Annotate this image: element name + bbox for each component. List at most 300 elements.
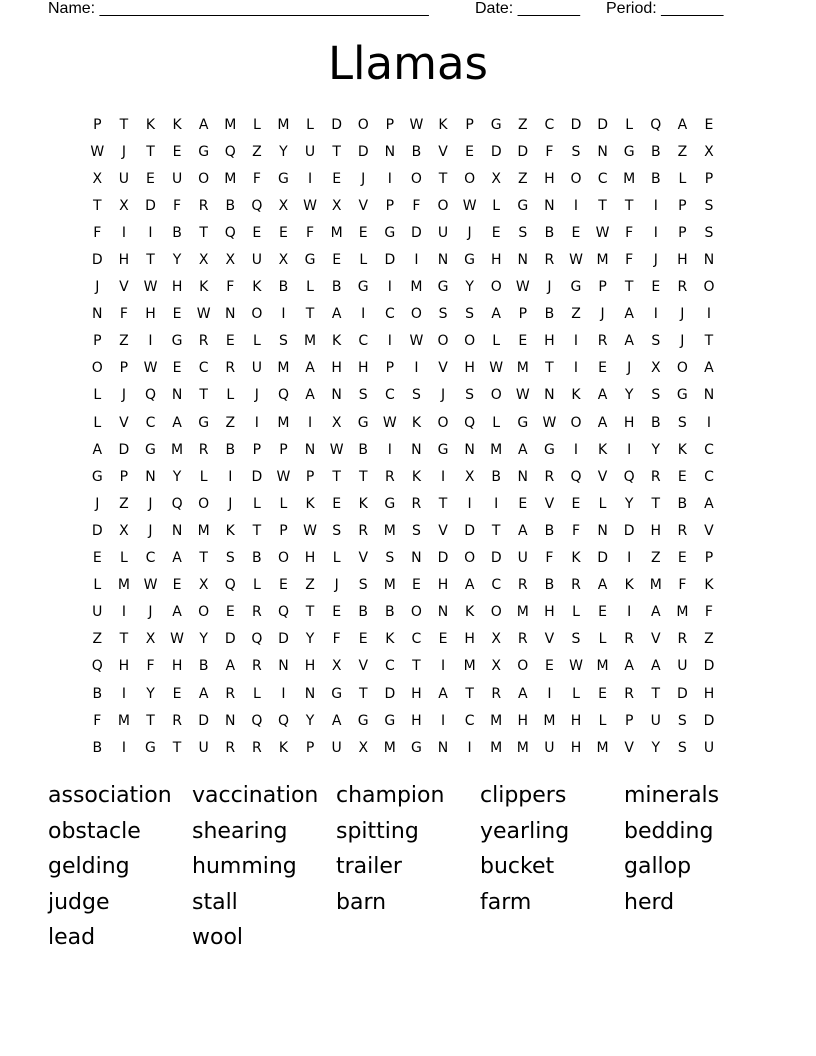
grid-cell: F [545, 143, 554, 160]
grid-cell: N [304, 441, 316, 458]
grid-cell: N [517, 468, 529, 485]
grid-cell: A [650, 658, 661, 675]
grid-cell: E [172, 306, 182, 323]
grid-cell: R [411, 495, 422, 512]
grid-cell: H [544, 170, 555, 187]
grid-cell: E [172, 577, 182, 594]
grid-cell: Y [279, 143, 288, 160]
grid-cell: C [544, 116, 555, 133]
word-list-item: spitting [336, 818, 419, 844]
word-list-item: lead [48, 925, 96, 951]
grid-cell: Z [92, 631, 103, 648]
grid-cell: R [677, 522, 688, 539]
grid-cell: E [252, 224, 262, 241]
grid-cell: I [653, 306, 658, 323]
grid-cell: K [199, 279, 209, 296]
grid-cell: Y [172, 468, 182, 485]
grid-cell: E [598, 360, 607, 377]
grid-cell: C [198, 360, 209, 377]
grid-cell: W [462, 197, 477, 214]
grid-cell: I [573, 360, 579, 377]
grid-cell: T [332, 468, 341, 485]
grid-cell: A [331, 712, 342, 729]
word-list-item: minerals [624, 783, 720, 809]
grid-cell: L [252, 116, 261, 133]
grid-cell: E [518, 495, 528, 512]
grid-cell: I [281, 685, 286, 702]
grid-cell: B [411, 143, 422, 160]
grid-cell: Z [518, 116, 528, 133]
grid-cell: A [172, 604, 182, 621]
grid-cell: R [597, 333, 608, 350]
grid-cell: S [518, 224, 528, 241]
grid-cell: U [92, 604, 103, 621]
grid-cell: W [196, 306, 211, 323]
grid-cell: Q [277, 604, 289, 621]
grid-cell: M [596, 252, 609, 269]
grid-cell: X [491, 170, 501, 187]
grid-cell: F [545, 550, 554, 567]
grid-cell: M [516, 360, 529, 377]
grid-cell: D [623, 522, 635, 539]
grid-cell: I [121, 739, 126, 756]
grid-cell: R [225, 739, 236, 756]
word-list-item: shearing [192, 818, 288, 844]
grid-cell: A [331, 306, 342, 323]
grid-cell: A [92, 441, 103, 458]
grid-cell: I [573, 197, 579, 214]
grid-cell: O [517, 658, 529, 675]
grid-cell: M [596, 658, 609, 675]
grid-cell: M [463, 658, 476, 675]
grid-cell: J [680, 333, 685, 350]
grid-cell: V [438, 522, 448, 539]
grid-cell: S [411, 387, 421, 404]
grid-cell: N [225, 306, 236, 323]
grid-cell: W [303, 197, 317, 214]
grid-cell: O [676, 360, 688, 377]
grid-cell: C [704, 441, 714, 458]
grid-cell: K [385, 631, 395, 648]
grid-cell: M [224, 116, 237, 133]
grid-cell: C [464, 712, 475, 729]
grid-cell: R [251, 658, 262, 675]
grid-cell: K [225, 522, 235, 539]
word-list-item: clippers [480, 783, 567, 809]
grid-cell: W [303, 522, 317, 539]
grid-cell: O [703, 279, 715, 296]
grid-cell: L [93, 577, 102, 594]
grid-cell: I [121, 604, 126, 621]
grid-cell: O [198, 495, 210, 512]
grid-cell: F [93, 712, 102, 729]
grid-cell: J [121, 143, 126, 160]
grid-cell: K [624, 577, 634, 594]
grid-cell: D [570, 116, 582, 133]
grid-cell: A [198, 116, 209, 133]
grid-cell: A [624, 658, 634, 675]
grid-cell: R [251, 739, 262, 756]
grid-cell: U [118, 170, 130, 187]
grid-cell: O [490, 387, 502, 404]
grid-cell: M [596, 739, 609, 756]
grid-cell: E [92, 550, 102, 567]
grid-cell: M [224, 170, 237, 187]
grid-cell: E [518, 333, 528, 350]
grid-cell: R [491, 685, 502, 702]
grid-cell: M [490, 712, 503, 729]
grid-cell: L [199, 468, 208, 485]
grid-cell: P [598, 279, 607, 296]
grid-cell: H [118, 658, 130, 675]
grid-cell: X [145, 631, 156, 648]
grid-cell: X [464, 468, 475, 485]
grid-cell: G [490, 116, 502, 133]
grid-cell: D [490, 550, 502, 567]
grid-cell: E [332, 170, 342, 187]
grid-cell: Q [570, 468, 582, 485]
grid-cell: O [198, 604, 210, 621]
grid-cell: K [597, 441, 608, 458]
grid-cell: N [92, 306, 103, 323]
grid-cell: E [279, 577, 288, 594]
grid-cell: O [198, 170, 210, 187]
grid-cell: L [252, 577, 261, 594]
grid-cell: M [383, 577, 396, 594]
grid-cell: S [677, 414, 687, 431]
grid-cell: X [491, 658, 501, 675]
grid-cell: L [332, 550, 341, 567]
grid-cell: R [251, 604, 262, 621]
grid-cell: I [148, 224, 153, 241]
grid-cell: L [93, 414, 102, 431]
grid-cell: O [437, 414, 449, 431]
grid-cell: R [677, 631, 688, 648]
grid-cell: I [573, 333, 579, 350]
grid-cell: E [279, 224, 288, 241]
grid-cell: I [281, 306, 286, 323]
grid-cell: T [252, 522, 262, 539]
grid-cell: Z [252, 143, 262, 160]
grid-cell: L [598, 712, 607, 729]
grid-cell: X [198, 577, 209, 594]
grid-cell: C [358, 333, 369, 350]
grid-cell: D [278, 631, 289, 648]
grid-cell: Q [251, 631, 263, 648]
grid-cell: W [143, 577, 158, 594]
grid-cell: E [571, 224, 581, 241]
grid-cell: N [703, 387, 715, 404]
grid-cell: M [277, 116, 290, 133]
grid-cell: A [597, 577, 608, 594]
grid-cell: S [651, 387, 661, 404]
grid-cell: A [624, 333, 634, 350]
grid-cell: H [304, 550, 316, 567]
grid-cell: A [650, 604, 661, 621]
grid-cell: P [385, 360, 395, 377]
grid-cell: T [598, 197, 607, 214]
grid-cell: D [384, 685, 396, 702]
grid-cell: W [382, 414, 397, 431]
grid-cell: N [544, 197, 555, 214]
grid-cell: X [491, 631, 501, 648]
grid-cell: A [438, 685, 448, 702]
grid-cell: P [518, 306, 528, 323]
grid-cell: F [625, 224, 634, 241]
grid-cell: T [651, 685, 661, 702]
grid-cell: T [199, 224, 208, 241]
grid-cell: G [198, 414, 210, 431]
grid-cell: R [198, 441, 209, 458]
grid-cell: U [517, 550, 528, 567]
grid-cell: C [145, 550, 156, 567]
grid-cell: Y [624, 387, 634, 404]
grid-cell: T [146, 252, 155, 269]
grid-cell: G [198, 143, 210, 160]
grid-cell: F [332, 631, 341, 648]
grid-cell: Q [171, 495, 183, 512]
grid-cell: T [172, 739, 182, 756]
grid-cell: Y [305, 712, 315, 729]
grid-cell: G [171, 333, 183, 350]
grid-cell: J [653, 252, 658, 269]
grid-cell: T [704, 333, 714, 350]
page-title: Llamas [327, 37, 488, 90]
grid-cell: M [490, 441, 503, 458]
grid-cell: W [489, 360, 504, 377]
grid-cell: I [547, 685, 552, 702]
grid-cell: O [464, 333, 476, 350]
grid-cell: W [569, 252, 583, 269]
grid-cell: M [277, 414, 290, 431]
grid-cell: F [119, 306, 128, 323]
grid-cell: B [650, 143, 661, 160]
grid-cell: E [544, 658, 554, 675]
grid-cell: J [680, 306, 685, 323]
word-list-item: farm [480, 889, 532, 915]
grid-cell: V [119, 414, 129, 431]
grid-cell: Q [650, 116, 662, 133]
grid-cell: F [306, 224, 315, 241]
grid-cell: P [119, 360, 129, 377]
grid-cell: U [677, 658, 688, 675]
grid-cell: R [650, 468, 661, 485]
grid-cell: N [411, 550, 422, 567]
grid-cell: S [465, 387, 475, 404]
grid-cell: O [464, 550, 476, 567]
grid-cell: M [383, 739, 396, 756]
grid-cell: G [517, 414, 529, 431]
grid-cell: D [411, 224, 422, 241]
grid-cell: I [387, 279, 392, 296]
grid-cell: G [437, 279, 449, 296]
grid-cell: X [331, 658, 342, 675]
date-field-label: Date: _______ [475, 0, 580, 17]
grid-cell: N [597, 143, 608, 160]
grid-cell: B [278, 279, 289, 296]
grid-cell: R [544, 252, 555, 269]
grid-cell: G [517, 197, 529, 214]
grid-cell: R [198, 333, 209, 350]
grid-cell: U [251, 360, 262, 377]
grid-cell: N [278, 658, 289, 675]
grid-cell: P [385, 116, 395, 133]
grid-cell: O [570, 170, 582, 187]
grid-cell: P [305, 468, 315, 485]
grid-cell: J [254, 387, 259, 404]
grid-cell: N [597, 522, 608, 539]
grid-cell: D [145, 197, 156, 214]
grid-cell: R [677, 279, 688, 296]
grid-cell: E [358, 631, 368, 648]
grid-cell: Z [650, 550, 661, 567]
grid-cell: W [276, 468, 291, 485]
grid-cell: E [411, 577, 421, 594]
grid-cell: R [544, 468, 555, 485]
word-list-item: barn [336, 889, 387, 915]
grid-cell: E [225, 333, 235, 350]
grid-cell: C [145, 414, 156, 431]
grid-cell: M [171, 441, 184, 458]
grid-cell: X [119, 197, 129, 214]
grid-cell: U [703, 739, 715, 756]
grid-cell: P [119, 468, 129, 485]
grid-cell: D [331, 116, 343, 133]
grid-cell: T [624, 197, 634, 214]
grid-cell: T [119, 631, 129, 648]
grid-cell: I [361, 306, 366, 323]
grid-cell: E [438, 631, 448, 648]
grid-cell: D [198, 712, 210, 729]
grid-cell: K [358, 495, 368, 512]
grid-cell: A [624, 306, 634, 323]
grid-cell: B [650, 414, 661, 431]
grid-cell: T [199, 550, 208, 567]
grid-cell: L [625, 116, 634, 133]
grid-cell: I [228, 468, 233, 485]
grid-cell: P [624, 712, 634, 729]
grid-cell: E [651, 279, 661, 296]
grid-cell: I [307, 170, 313, 187]
grid-cell: K [438, 116, 448, 133]
grid-cell: Q [623, 468, 635, 485]
grid-cell: G [331, 685, 343, 702]
grid-cell: N [331, 387, 342, 404]
grid-cell: H [411, 712, 422, 729]
grid-cell: B [252, 550, 262, 567]
grid-cell: P [93, 333, 102, 350]
grid-cell: Q [277, 712, 289, 729]
grid-cell: J [361, 170, 366, 187]
grid-cell: S [704, 197, 714, 214]
grid-cell: P [704, 550, 714, 567]
grid-cell: K [677, 441, 687, 458]
grid-cell: S [358, 577, 368, 594]
grid-cell: X [278, 252, 289, 269]
word-list-item: gallop [624, 854, 692, 880]
grid-cell: A [305, 360, 315, 377]
grid-cell: R [225, 685, 236, 702]
grid-cell: Y [146, 685, 155, 702]
grid-cell: A [464, 577, 475, 594]
grid-cell: K [332, 333, 342, 350]
grid-cell: G [623, 143, 635, 160]
grid-cell: V [358, 550, 369, 567]
grid-cell: R [517, 577, 528, 594]
grid-cell: G [384, 712, 396, 729]
grid-cell: L [93, 387, 102, 404]
grid-cell: V [650, 631, 661, 648]
grid-cell: C [384, 306, 395, 323]
grid-cell: S [571, 631, 581, 648]
grid-cell: B [677, 495, 688, 512]
grid-cell: O [410, 306, 422, 323]
grid-cell: L [492, 333, 501, 350]
grid-cell: L [252, 333, 261, 350]
grid-cell: X [278, 197, 289, 214]
word-list-item: humming [192, 854, 297, 880]
grid-cell: A [172, 550, 182, 567]
grid-cell: T [438, 495, 448, 512]
grid-cell: S [465, 306, 475, 323]
grid-cell: O [410, 170, 422, 187]
grid-cell: E [332, 495, 342, 512]
grid-cell: M [304, 333, 317, 350]
grid-cell: P [279, 441, 288, 458]
grid-cell: J [121, 387, 126, 404]
grid-cell: B [650, 170, 661, 187]
grid-cell: J [440, 387, 446, 404]
grid-cell: F [704, 604, 713, 621]
grid-cell: U [171, 170, 183, 187]
grid-cell: F [571, 522, 581, 539]
grid-cell: D [384, 252, 396, 269]
grid-cell: K [704, 577, 714, 594]
grid-cell: R [172, 712, 182, 729]
grid-cell: J [148, 495, 153, 512]
grid-cell: H [357, 360, 369, 377]
grid-cell: F [226, 279, 235, 296]
grid-cell: U [304, 143, 316, 160]
grid-cell: N [464, 441, 475, 458]
grid-cell: O [357, 116, 369, 133]
grid-cell: J [627, 360, 632, 377]
grid-cell: A [597, 387, 608, 404]
grid-cell: L [359, 252, 368, 269]
grid-cell: N [437, 604, 449, 621]
grid-cell: A [198, 685, 209, 702]
grid-cell: X [198, 252, 209, 269]
grid-cell: H [544, 604, 555, 621]
word-list-item: gelding [48, 854, 130, 880]
grid-cell: N [437, 739, 449, 756]
grid-cell: E [332, 252, 342, 269]
grid-cell: C [411, 631, 422, 648]
grid-cell: K [252, 279, 262, 296]
grid-cell: A [677, 116, 688, 133]
grid-cell: S [704, 224, 714, 241]
grid-cell: F [678, 577, 687, 594]
grid-cell: C [384, 658, 395, 675]
grid-cell: E [172, 360, 182, 377]
grid-cell: O [91, 360, 103, 377]
grid-cell: G [570, 279, 582, 296]
grid-cell: G [357, 414, 369, 431]
grid-cell: B [544, 224, 555, 241]
word-list [48, 778, 768, 956]
grid-cell: M [516, 739, 529, 756]
grid-cell: H [411, 685, 422, 702]
